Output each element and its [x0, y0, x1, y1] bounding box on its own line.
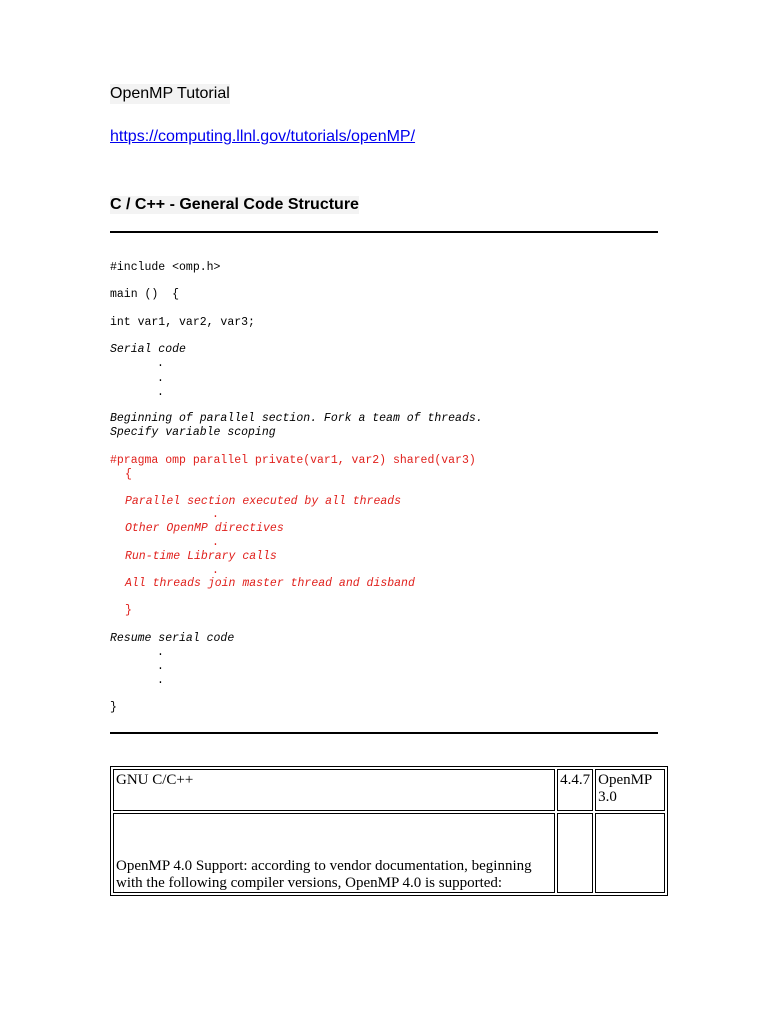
code-main: main () {	[110, 288, 180, 301]
code-serial-comment: Serial code	[110, 343, 186, 356]
document-title: OpenMP Tutorial	[110, 85, 230, 102]
empty-cell	[595, 813, 665, 893]
code-runtime-calls: Run-time Library calls	[125, 550, 277, 563]
code-parallel-comment-line1: Beginning of parallel section. Fork a team of threads.	[110, 412, 483, 425]
bottom-divider	[110, 732, 658, 734]
code-other-directives: Other OpenMP directives	[125, 522, 284, 535]
section-heading: C / C++ - General Code Structure	[110, 196, 359, 213]
code-ellipsis-dot: .	[157, 386, 164, 399]
openmp-version: 3.0	[598, 789, 617, 805]
code-vars: int var1, var2, var3;	[110, 316, 255, 329]
compiler-version-cell: 4.4.7	[557, 769, 593, 811]
code-ellipsis-dot: .	[157, 674, 164, 687]
code-close-brace-inner: }	[125, 604, 132, 617]
code-ellipsis-dot: .	[212, 508, 219, 521]
code-ellipsis-dot: .	[212, 536, 219, 549]
table-row	[113, 769, 665, 811]
tutorial-link[interactable]: https://computing.llnl.gov/tutorials/openMP/	[110, 128, 416, 145]
code-ellipsis-dot: .	[157, 646, 164, 659]
code-close-brace-outer: }	[110, 701, 117, 714]
code-include: #include <omp.h>	[110, 261, 221, 274]
code-pragma: #pragma omp parallel private(var1, var2) shared(var3)	[110, 454, 476, 467]
code-join: All threads join master thread and disband	[125, 577, 415, 590]
code-ellipsis-dot: .	[157, 660, 164, 673]
compiler-name-cell: GNU C/C++	[113, 769, 555, 811]
openmp-label: OpenMP	[598, 772, 653, 788]
compiler-table	[110, 766, 668, 896]
code-parallel-comment-line2: Specify variable scoping	[110, 426, 276, 439]
code-parallel-section: Parallel section executed by all threads	[125, 495, 402, 508]
code-ellipsis-dot: .	[157, 372, 164, 385]
code-ellipsis-dot: .	[157, 357, 164, 370]
openmp4-support-cell: OpenMP 4.0 Support: according to vendor documentation, beginning with the following compiler versions, OpenMP 4.0 is supported:	[113, 813, 555, 893]
code-ellipsis-dot: .	[212, 564, 219, 577]
code-resume-comment: Resume serial code	[110, 632, 235, 645]
code-open-brace: {	[125, 468, 132, 481]
empty-cell	[557, 813, 593, 893]
top-divider	[110, 231, 658, 233]
table-row	[113, 813, 665, 893]
openmp-version-cell	[595, 769, 665, 811]
